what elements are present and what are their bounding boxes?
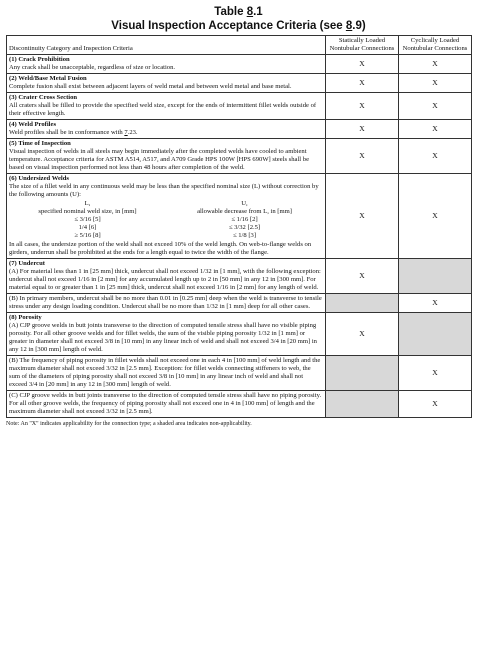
criteria-cell <box>7 391 326 418</box>
applicability-mark: X <box>399 93 472 120</box>
applicability-mark: X <box>399 139 472 174</box>
non-applicable-cell <box>326 294 399 313</box>
applicability-mark: X <box>326 139 399 174</box>
l-value: 1/4 [6] <box>78 224 97 231</box>
undersize-table <box>9 200 323 240</box>
criteria-cell <box>7 356 326 391</box>
table-row <box>7 74 472 93</box>
table-number: Table 8.1 <box>214 6 263 18</box>
l-value: ≥ 5/16 [8] <box>74 232 101 239</box>
applicability-mark: X <box>399 356 472 391</box>
row-text: Complete fusion shall exist between adjacent layers of weld metal and between weld metal and base metal. <box>9 83 292 90</box>
criteria-cell <box>7 294 326 313</box>
u-value: ≤ 1/16 [2] <box>231 216 258 223</box>
applicability-mark: X <box>326 174 399 259</box>
row-text: (A) For material less than 1 in [25 mm] thick, undercut shall not exceed 1/32 in [1 mm], with the following exception: undercut shall not exceed 1/16 in [2 mm] for any accumulated length up to 2 in [50 mm] in any 12 in [300 mm]. For material equal to or greater than 1 in [25 mm] thick, undercut shall not exceed 1/16 in [2 mm] for any length of weld. <box>9 268 321 291</box>
header-row <box>7 36 472 55</box>
table-row <box>7 120 472 139</box>
criteria-cell <box>7 259 326 294</box>
row-title: (4) Weld Profiles <box>9 121 57 128</box>
applicability-mark: X <box>399 120 472 139</box>
criteria-cell <box>7 174 326 259</box>
applicability-mark: X <box>399 294 472 313</box>
non-applicable-cell <box>399 259 472 294</box>
row-title: (7) Undercut <box>9 260 45 267</box>
applicability-mark: X <box>326 74 399 93</box>
row-text: (B) In primary members, undercut shall be no more than 0.01 in [0.25 mm] deep when the weld is transverse to tensile stress under any design loading condition. Undercut shall be no more than 1/32 in [1 mm] deep for all other cases. <box>9 295 322 310</box>
table-caption: Visual Inspection Acceptance Criteria (see 8.9) <box>111 20 366 32</box>
row-text: (C) CJP groove welds in butt joints transverse to the direction of computed tensile stress shall have no piping porosity. For all other groove welds, the frequency of piping porosity shall not exceed one in 4 in [100 mm] of length and the maximum diameter shall not exceed 3/32 in [2.5 mm]. <box>9 392 322 415</box>
criteria-cell <box>7 93 326 120</box>
u-column-subhead: allowable decrease from L, in [mm] <box>197 208 292 215</box>
table-note: Note: An "X" indicates applicability for the connection type; a shaded area indicates non-applicability. <box>6 421 252 427</box>
applicability-mark: X <box>326 259 399 294</box>
row-text: The size of a fillet weld in any continuous weld may be less than the specified nominal size (L) without correction by the following amounts (U): <box>9 183 319 198</box>
acceptance-criteria-table <box>6 35 472 418</box>
non-applicable-cell <box>326 391 399 418</box>
row-title: (5) Time of Inspection <box>9 140 71 147</box>
applicability-mark: X <box>399 391 472 418</box>
applicability-mark: X <box>399 55 472 74</box>
applicability-mark: X <box>399 174 472 259</box>
l-column-subhead: specified nominal weld size, in [mm] <box>38 208 137 215</box>
section-link[interactable]: 7 <box>124 129 128 136</box>
row-text: All craters shall be filled to provide the specified weld size, except for the ends of intermittent fillet welds outside of their effective length. <box>9 102 317 117</box>
header-cyclically-loaded: Cyclically Loaded Nontubular Connections <box>399 36 472 55</box>
header-statically-loaded: Statically Loaded Nontubular Connections <box>326 36 399 55</box>
row-text: (A) CJP groove welds in butt joints transverse to the direction of computed tensile stress shall have no visible piping porosity. For all other groove welds and for fillet welds, the sum of the visible piping porosity 1/32 in [1 mm] or greater in diameter shall not exceed 3/8 in [10 mm] in any linear inch of weld and shall not exceed 3/4 in [20 mm] in any 12 in [300 mm] length of weld. <box>9 322 317 353</box>
table-row <box>7 174 472 259</box>
u-value: ≤ 1/8 [3] <box>232 232 257 239</box>
non-applicable-cell <box>399 313 472 356</box>
row-title: (3) Crater Cross Section <box>9 94 78 101</box>
table-title <box>6 6 471 33</box>
row-text: Weld profiles shall be in conformance with <box>9 129 125 136</box>
row-title: (2) Weld/Base Metal Fusion <box>9 75 87 82</box>
l-value: ≤ 3/16 [5] <box>74 216 101 223</box>
l-column-head: L, <box>84 200 91 207</box>
table-row <box>7 356 472 391</box>
applicability-mark: X <box>326 313 399 356</box>
table-row <box>7 294 472 313</box>
row-text: Visual inspection of welds in all steels may begin immediately after the completed welds have cooled to ambient temperature. Acceptance criteria for ASTM A514, A517, and A709 Grade HPS 100W [HPS 690W] steels shall be based on visual inspection performed not less than 48 hours after completion of the weld. <box>9 148 310 171</box>
row-text: (B) The frequency of piping porosity in fillet welds shall not exceed one in each 4 in [100 mm] of weld length and the maximum diameter shall not exceed 3/32 in [2.5 mm]. Exception: for fillet welds connecting stiffeners to web, the sum of the diameters of piping porosity shall not exceed 3/8 in [10 mm] in any linear inch of weld and shall not exceed 3/4 in [20 mm] in any 12 in [300 mm] length of weld. <box>9 357 321 388</box>
table-row <box>7 391 472 418</box>
u-column-head: U, <box>241 200 248 207</box>
criteria-cell <box>7 55 326 74</box>
header-category: Discontinuity Category and Inspection Criteria <box>7 36 326 55</box>
applicability-mark: X <box>326 55 399 74</box>
table-row <box>7 259 472 294</box>
section-link[interactable]: 8 <box>246 6 254 18</box>
row-title: (1) Crack Prohibition <box>9 56 70 63</box>
table-row <box>7 55 472 74</box>
row-title: (6) Undersized Welds <box>9 175 69 182</box>
criteria-cell <box>7 139 326 174</box>
section-link[interactable]: 8 <box>345 20 353 32</box>
table-row <box>7 313 472 356</box>
criteria-cell <box>7 313 326 356</box>
table-row <box>7 93 472 120</box>
table-row <box>7 139 472 174</box>
criteria-cell <box>7 74 326 93</box>
criteria-cell: (4) Weld Profiles Weld profiles shall be in conformance with 7.23. <box>7 120 326 139</box>
applicability-mark: X <box>326 93 399 120</box>
row-text: Any crack shall be unacceptable, regardless of size or location. <box>9 64 176 71</box>
applicability-mark: X <box>326 120 399 139</box>
row-title: (8) Porosity <box>9 314 42 321</box>
non-applicable-cell <box>326 356 399 391</box>
row-text: In all cases, the undersize portion of the weld shall not exceed 10% of the weld length. On web-to-flange welds on girders, underrun shall be prohibited at the ends for a length equal to twice the width of the flange. <box>9 241 312 256</box>
applicability-mark: X <box>399 74 472 93</box>
u-value: ≤ 3/32 [2.5] <box>228 224 261 231</box>
